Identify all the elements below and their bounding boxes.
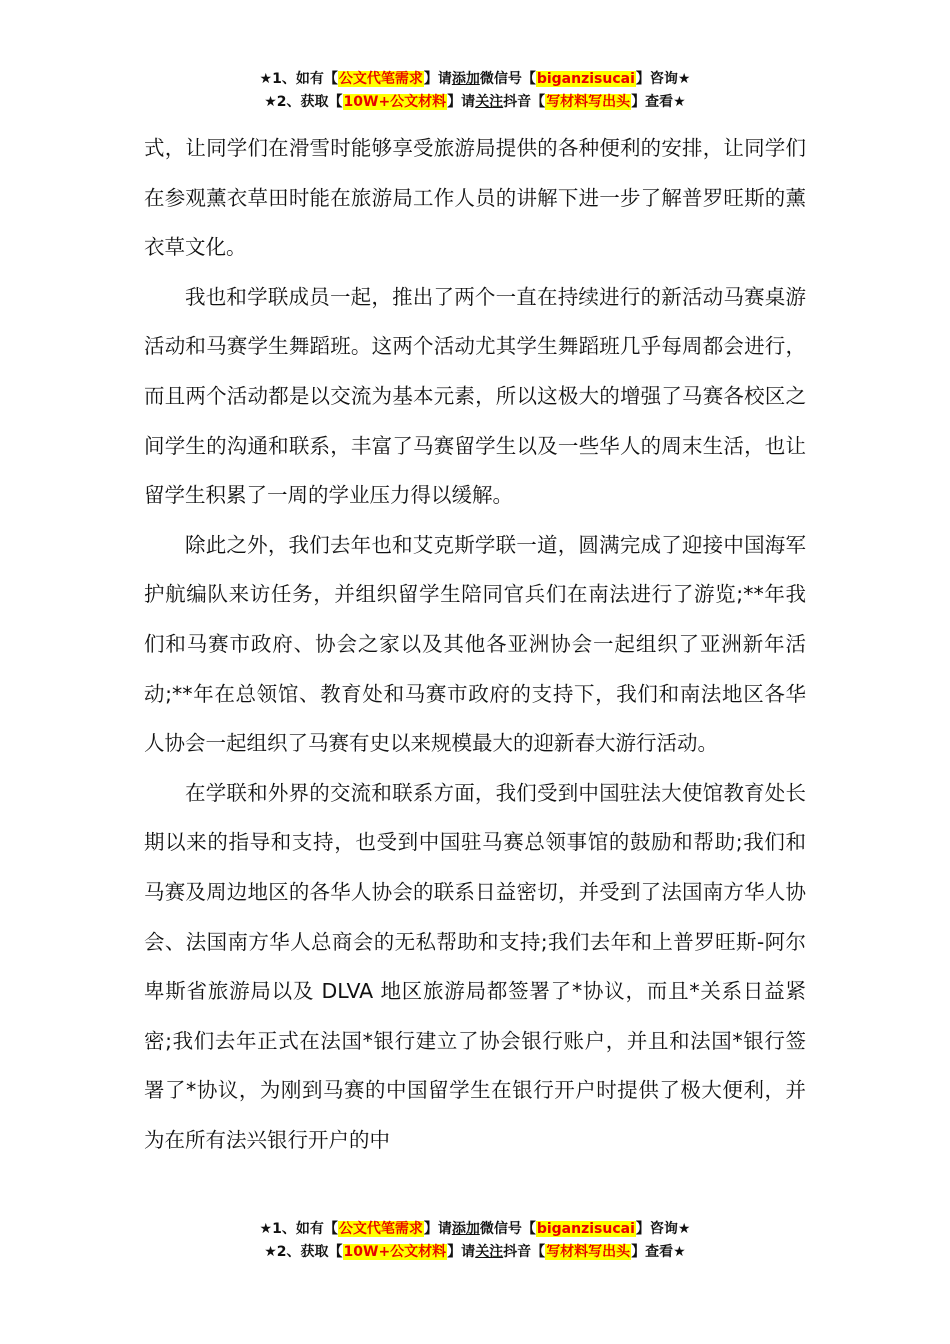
paragraph: 在学联和外界的交流和联系方面，我们受到中国驻法大使馆教育处长期以来的指导和支持，也受到中国驻马赛总领事馆的鼓励和帮助;我们和马赛及周边地区的各华人协会的联系日益密切，并受到了法国南方华人协会、法国南方华人总商会的无私帮助和支持;我们去年和上普罗旺斯-阿尔卑斯省旅游局以及 DLVA 地区旅游局都签署了*协议，而且*关系日益紧密;我们去年正式在法国*银行建立了协会银行账户，并且和法国*银行签署了*协议，为刚到马赛的中国留学生在银行开户时提供了极大便利，并为在所有法兴银行开户的中: [144, 780, 806, 1152]
banner-highlight: biganzisucai: [536, 1221, 635, 1237]
banner-highlight: 写材料写出头: [546, 94, 631, 110]
banner-highlight: 写材料写出头: [546, 1244, 631, 1260]
banner-highlight: 公文代笔需求: [338, 71, 423, 87]
banner-text: 】请: [447, 94, 476, 110]
banner-text: 】查看★: [631, 94, 686, 110]
banner-text: 】查看★: [631, 1244, 686, 1260]
banner-text: 微信号【: [479, 1221, 536, 1237]
banner-emphasis: 添加: [451, 1221, 480, 1237]
banner-text: 】请: [423, 1221, 452, 1237]
banner-text: 微信号【: [479, 71, 536, 87]
banner-text: 】请: [423, 71, 452, 87]
paragraph: 式，让同学们在滑雪时能够享受旅游局提供的各种便利的安排，让同学们在参观薰衣草田时能在旅游局工作人员的讲解下进一步了解普罗旺斯的薰衣草文化。: [144, 136, 806, 260]
banner-line-1: [0, 1218, 950, 1241]
banner-text: ★1、如有【: [259, 1221, 338, 1237]
banner-text: 】请: [447, 1244, 476, 1260]
banner-line-2: [0, 91, 950, 114]
document-body: [144, 124, 806, 1165]
banner-highlight: 公文代笔需求: [338, 1221, 423, 1237]
banner-emphasis: 添加: [451, 71, 480, 87]
banner-highlight: 10W+公文材料: [343, 94, 447, 110]
banner-highlight: biganzisucai: [536, 71, 635, 87]
paragraph: 我也和学联成员一起，推出了两个一直在持续进行的新活动马赛桌游活动和马赛学生舞蹈班。这两个活动尤其学生舞蹈班几乎每周都会进行，而且两个活动都是以交流为基本元素，所以这极大的增强了马赛各校区之间学生的沟通和联系，丰富了马赛留学生以及一些华人的周末生活，也让留学生积累了一周的学业压力得以缓解。: [144, 284, 806, 508]
banner-text: 抖音【: [503, 94, 546, 110]
footer-banner: [0, 1218, 950, 1264]
banner-text: 】咨询★: [635, 71, 691, 87]
banner-text: ★1、如有【: [259, 71, 338, 87]
banner-text: 抖音【: [503, 1244, 546, 1260]
banner-text: 】咨询★: [635, 1221, 691, 1237]
banner-text: ★2、获取【: [264, 1244, 343, 1260]
banner-line-1: [0, 68, 950, 91]
banner-emphasis: 关注: [475, 94, 504, 110]
paragraph: 除此之外，我们去年也和艾克斯学联一道，圆满完成了迎接中国海军护航编队来访任务，并组织留学生陪同官兵们在南法进行了游览;**年我们和马赛市政府、协会之家以及其他各亚洲协会一起组织了亚洲新年活动;**年在总领馆、教育处和马赛市政府的支持下，我们和南法地区各华人协会一起组织了马赛有史以来规模最大的迎新春大游行活动。: [144, 532, 806, 756]
banner-emphasis: 关注: [475, 1244, 504, 1260]
banner-highlight: 10W+公文材料: [343, 1244, 447, 1260]
banner-text: ★2、获取【: [264, 94, 343, 110]
banner-line-2: [0, 1241, 950, 1264]
header-banner: [0, 68, 950, 114]
